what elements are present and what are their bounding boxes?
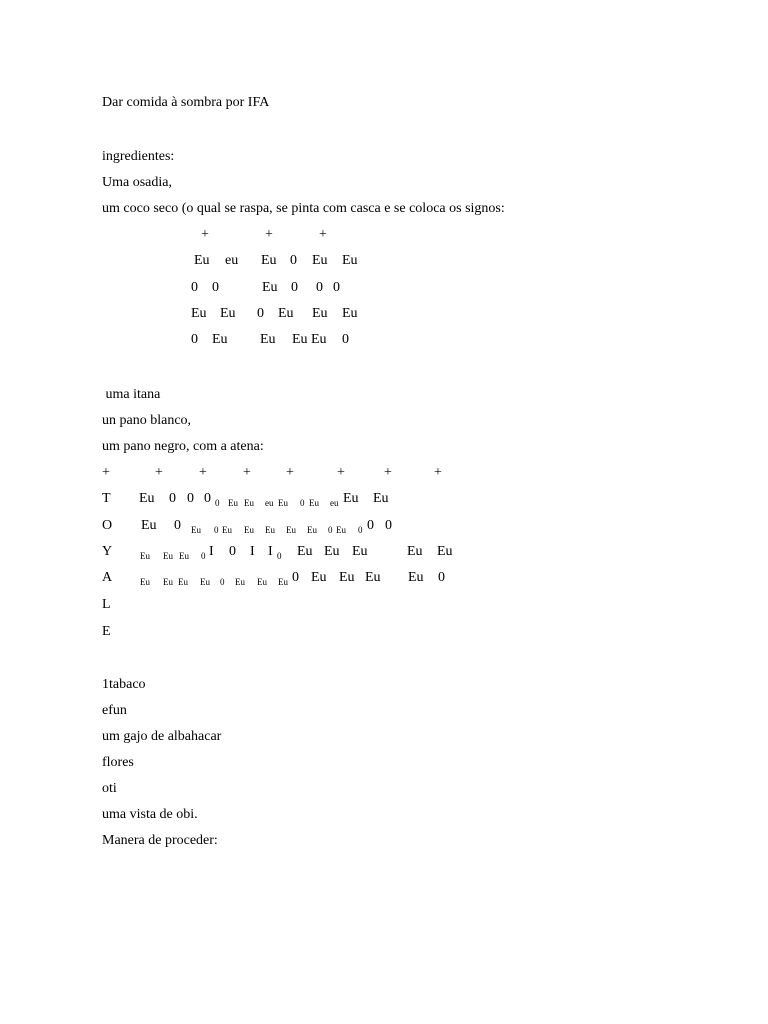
- sign-mark: Eu: [343, 491, 359, 506]
- sign-mark: Eu: [278, 306, 294, 321]
- sign-mark: 0: [342, 332, 349, 347]
- sign-mark: A: [102, 570, 113, 585]
- sign-mark: +: [286, 465, 294, 480]
- sign-mark: 0: [291, 280, 298, 295]
- sign-mark: eu: [265, 498, 274, 508]
- ingredient-line: uma vista de obi.: [102, 807, 198, 822]
- sign-mark: Eu: [336, 525, 346, 535]
- ingredient-line: oti: [102, 781, 117, 796]
- sign-mark: +: [384, 465, 392, 480]
- sign-mark: eu: [330, 498, 339, 508]
- sign-mark: Eu: [141, 518, 157, 533]
- sign-mark: Eu: [408, 570, 424, 585]
- sign-mark: Eu: [140, 577, 150, 587]
- sign-mark: 0: [191, 280, 198, 295]
- sign-mark: Eu: [312, 306, 328, 321]
- ingredient-line: Uma osadia,: [102, 175, 172, 190]
- sign-mark: 0: [385, 518, 392, 533]
- sign-mark: +: [243, 465, 251, 480]
- sign-mark: 0: [169, 491, 176, 506]
- sign-mark: 0: [201, 551, 206, 561]
- sign-mark: Eu: [191, 306, 207, 321]
- sign-mark: Eu: [262, 280, 278, 295]
- sign-mark: +: [102, 465, 110, 480]
- sign-mark: Eu: [286, 525, 296, 535]
- sign-mark: E: [102, 624, 111, 639]
- ingredient-line: efun: [102, 703, 127, 718]
- sign-mark: 0: [277, 551, 282, 561]
- sign-mark: Y: [102, 544, 113, 559]
- sign-mark: Eu: [244, 525, 254, 535]
- sign-mark: Eu: [311, 332, 327, 347]
- sign-mark: Eu: [309, 498, 319, 508]
- ingredient-line: 1tabaco: [102, 677, 146, 692]
- sign-mark: 0: [290, 253, 297, 268]
- document-title: Dar comida à sombra por IFA: [102, 95, 270, 110]
- sign-mark: 0: [333, 280, 340, 295]
- sign-mark: +: [319, 227, 327, 242]
- procedure-heading: Manera de proceder:: [102, 833, 218, 848]
- sign-mark: 0: [292, 570, 299, 585]
- sign-mark: Eu: [278, 498, 288, 508]
- sign-mark: 0: [215, 498, 220, 508]
- sign-mark: Eu: [278, 577, 288, 587]
- sign-mark: 0: [316, 280, 323, 295]
- sign-mark: Eu: [311, 570, 327, 585]
- sign-mark: Eu: [235, 577, 245, 587]
- sign-mark: Eu: [200, 577, 210, 587]
- sign-mark: 0: [220, 577, 225, 587]
- sign-mark: Eu: [342, 253, 358, 268]
- sign-mark: 0: [212, 280, 219, 295]
- sign-mark: Eu: [140, 551, 150, 561]
- ingredient-line: un pano blanco,: [102, 413, 192, 428]
- sign-mark: Eu: [437, 544, 453, 559]
- sign-mark: 0: [204, 491, 211, 506]
- sign-mark: 0: [300, 498, 305, 508]
- sign-mark: I: [268, 544, 273, 559]
- sign-mark: +: [201, 227, 209, 242]
- sign-mark: Eu: [139, 491, 155, 506]
- sign-mark: Eu: [194, 253, 210, 268]
- sign-mark: Eu: [228, 498, 238, 508]
- sign-mark: Eu: [257, 577, 267, 587]
- sign-mark: Eu: [222, 525, 232, 535]
- sign-mark: +: [265, 227, 273, 242]
- ingredient-line: flores: [102, 755, 134, 770]
- sign-mark: Eu: [191, 525, 201, 535]
- sign-mark: +: [199, 465, 207, 480]
- sign-mark: +: [337, 465, 345, 480]
- sign-mark: Eu: [342, 306, 358, 321]
- sign-mark: Eu: [352, 544, 368, 559]
- sign-mark: T: [102, 491, 111, 506]
- ingredient-line: um gajo de albahacar: [102, 729, 222, 744]
- sign-mark: 0: [438, 570, 445, 585]
- sign-mark: Eu: [407, 544, 423, 559]
- sign-mark: Eu: [324, 544, 340, 559]
- sign-mark: Eu: [365, 570, 381, 585]
- ingredient-line: um coco seco (o qual se raspa, se pinta com casca e se coloca os signos:: [102, 201, 505, 216]
- sign-mark: 0: [358, 525, 363, 535]
- sign-mark: Eu: [373, 491, 389, 506]
- sign-mark: Eu: [307, 525, 317, 535]
- sign-mark: Eu: [292, 332, 308, 347]
- sign-mark: I: [250, 544, 255, 559]
- sign-mark: 0: [229, 544, 236, 559]
- ingredients-heading: ingredientes:: [102, 149, 175, 164]
- sign-mark: 0: [191, 332, 198, 347]
- sign-mark: +: [434, 465, 442, 480]
- sign-mark: 0: [257, 306, 264, 321]
- sign-mark: 0: [187, 491, 194, 506]
- sign-mark: Eu: [312, 253, 328, 268]
- sign-mark: Eu: [339, 570, 355, 585]
- sign-mark: Eu: [178, 577, 188, 587]
- sign-mark: 0: [328, 525, 333, 535]
- sign-mark: +: [155, 465, 163, 480]
- sign-mark: 0: [367, 518, 374, 533]
- sign-mark: 0: [214, 525, 219, 535]
- sign-mark: L: [102, 597, 111, 612]
- sign-mark: Eu: [179, 551, 189, 561]
- ingredient-line: um pano negro, com a atena:: [102, 439, 264, 454]
- sign-mark: Eu: [260, 332, 276, 347]
- sign-mark: Eu: [163, 551, 173, 561]
- sign-mark: Eu: [220, 306, 236, 321]
- sign-mark: O: [102, 518, 113, 533]
- sign-mark: Eu: [261, 253, 277, 268]
- sign-mark: Eu: [163, 577, 173, 587]
- sign-mark: Eu: [212, 332, 228, 347]
- sign-mark: Eu: [244, 498, 254, 508]
- sign-mark: eu: [225, 253, 239, 268]
- ingredient-line: uma itana: [102, 387, 161, 402]
- sign-mark: 0: [174, 518, 181, 533]
- sign-mark: I: [209, 544, 214, 559]
- sign-mark: Eu: [297, 544, 313, 559]
- sign-mark: Eu: [265, 525, 275, 535]
